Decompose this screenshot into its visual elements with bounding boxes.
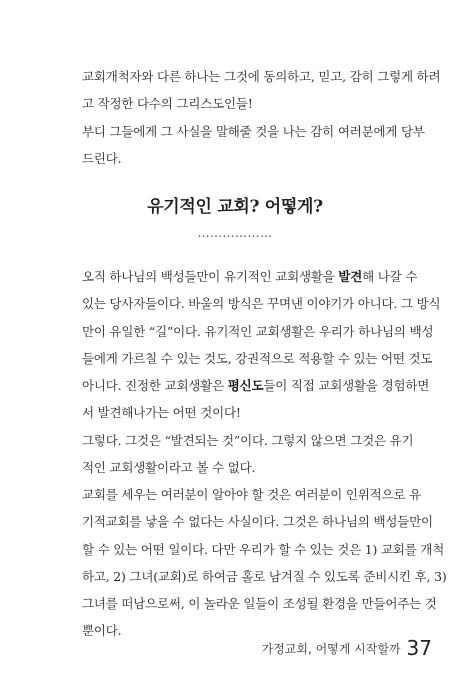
section-heading: 유기적인 교회? 어떻게? xyxy=(147,197,323,217)
emphasis-text: 평신도 xyxy=(227,378,264,393)
paragraph-line: 하고, 2) 그녀(교회)로 하여금 홀로 남겨질 수 있도록 준비시킨 후, 3) xyxy=(82,569,447,584)
paragraph-line: 교회를 세우는 여러분이 알아야 할 것은 여러분이 인위적으로 유 xyxy=(82,487,421,502)
paragraph-line: 서 발견해나가는 어떤 것이다! xyxy=(82,405,241,420)
paragraph-line: 기적교회를 낳을 수 없다는 사실이다. 그것은 하나님의 백성들만이 xyxy=(82,514,433,529)
heading-divider: ……………… xyxy=(197,226,273,240)
paragraph-line: 드린다. xyxy=(82,151,122,166)
paragraph-line: 오직 하나님의 백성들만이 유기적인 교회생활을 발견해 나갈 수 xyxy=(82,269,418,284)
paragraph-line: 만이 유일한 “길”이다. 유기적인 교회생활은 우리가 하나님의 백성 xyxy=(82,324,434,339)
paragraph-line: 있는 당사자들이다. 바울의 방식은 꾸며낸 이야기가 아니다. 그 방식 xyxy=(82,296,441,311)
paragraph-line: 할 수 있는 어떤 일이다. 다만 우리가 할 수 있는 것은 1) 교회를 개척 xyxy=(82,542,445,557)
paragraph-line: 들에게 가르칠 수 있는 것도, 강권적으로 적용할 수 있는 어떤 것도 xyxy=(82,351,433,366)
paragraph-line: 고 작정한 다수의 그리스도인들! xyxy=(82,96,253,111)
page-number: 37 xyxy=(406,636,432,660)
paragraph-line: 그녀를 떠남으로써, 이 놀라운 일들이 조성될 환경을 만들어주는 것 xyxy=(82,596,437,611)
paragraph-line: 교회개척자와 다른 하나는 그것에 동의하고, 믿고, 감히 그렇게 하려 xyxy=(82,69,441,84)
paragraph-line: 부디 그들에게 그 사실을 말해줄 것을 나는 감히 여러분에게 당부 xyxy=(82,124,425,139)
running-title: 가정교회, 어떻게 시작할까 xyxy=(261,642,401,656)
paragraph-line: 적인 교회생활이라고 볼 수 없다. xyxy=(82,460,256,475)
emphasis-text: 발견 xyxy=(338,269,363,284)
paragraph-line: 그렇다. 그것은 “발견되는 것”이다. 그렇지 않으면 그것은 유기 xyxy=(82,433,414,448)
paragraph-line: 아니다. 진정한 교회생활은 평신도들이 직접 교회생활을 경험하면 xyxy=(82,378,430,393)
page-footer xyxy=(262,636,432,660)
paragraph-line: 뿐이다. xyxy=(82,623,122,638)
